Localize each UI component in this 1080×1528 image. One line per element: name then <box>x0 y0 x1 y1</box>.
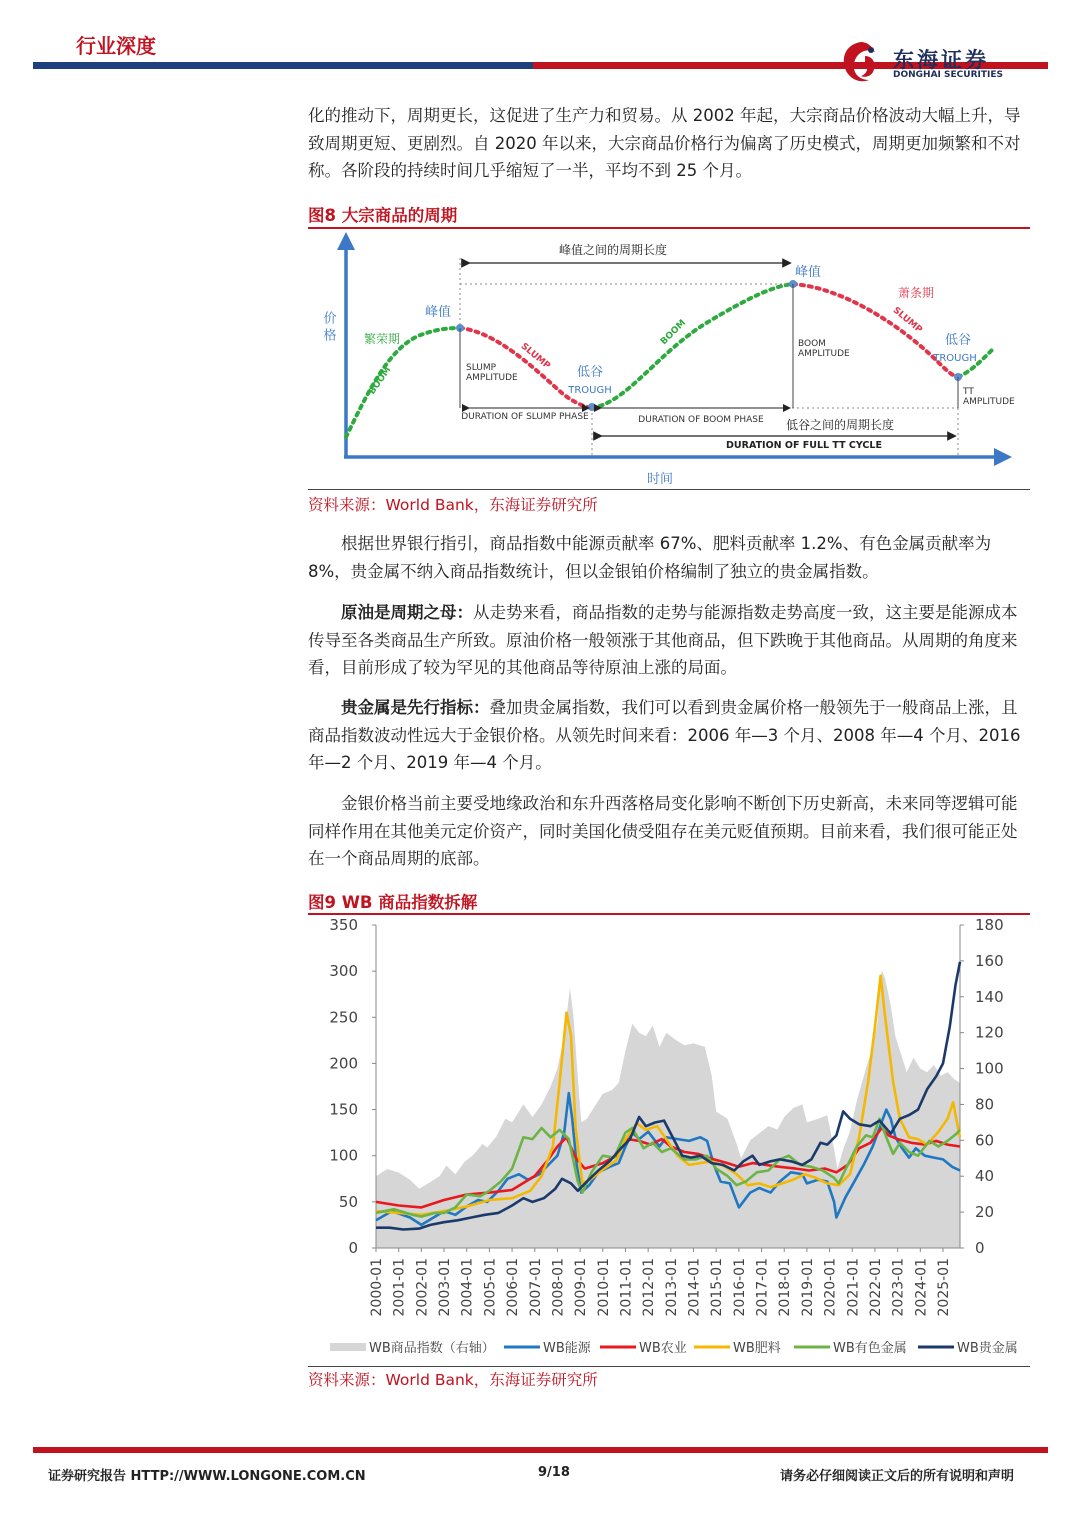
boom-amp-label-1: BOOM <box>798 339 826 349</box>
x-tick-label: 2011-01 <box>618 1258 635 1317</box>
legend-label: WB农业 <box>639 1341 687 1356</box>
paragraph-intro: 化的推动下，周期更长，这促进了生产力和贸易。从 2002 年起，大宗商品价格波动大幅上升，导致周期更短、更剧烈。自 2020 年以来，大宗商品价格行为偏离了历史模式，周期更加频繁和不对称。各阶段的持续时间几乎缩短了一半，平均不到 25 个月。 <box>308 106 1021 180</box>
x-tick-label: 2017-01 <box>754 1258 771 1317</box>
right-tick-label: 140 <box>975 987 1004 1006</box>
left-tick-label: 350 <box>329 916 358 934</box>
right-tick-label: 0 <box>975 1239 985 1257</box>
x-tick-label: 2020-01 <box>822 1258 839 1317</box>
legend-label: WB能源 <box>543 1341 591 1356</box>
legend-label: WB贵金属 <box>957 1341 1018 1356</box>
boom-curve-2 <box>592 284 793 408</box>
x-tick-label: 2013-01 <box>663 1258 680 1317</box>
x-tick-label: 2021-01 <box>845 1258 862 1317</box>
figure9-bottom-rule <box>308 1366 1030 1367</box>
crude-oil-text: 从走势来看，商品指数的走势与能源指数走势高度一致，这主要是能源成本传导至各类商品生产所致。原油价格一般领涨于其他商品，但下跌晚于其他商品。从周期的角度来看，目前形成了较为罕见的其他商品等待原油上涨的局面。 <box>308 603 1018 677</box>
right-tick-label: 60 <box>975 1131 995 1150</box>
x-tick-label: 2012-01 <box>641 1258 658 1317</box>
figure8-top-rule <box>308 227 1030 229</box>
left-tick-label: 250 <box>329 1008 358 1027</box>
right-tick-label: 120 <box>975 1023 1004 1042</box>
left-tick-label: 50 <box>338 1192 358 1211</box>
commodity-cycle-diagram <box>308 232 1030 490</box>
x-tick-label: 2010-01 <box>595 1258 612 1317</box>
precious-metals-text: 叠加贵金属指数，我们可以看到贵金属价格一般领先于一般商品上涨，且商品指数波动性远大于金银价格。从领先时间来看：2006 年—3 个月、2008 年—4 个月、2016 年—2 个月、2019 年—4 个月。 <box>308 698 1021 772</box>
header-bar-blue <box>33 62 533 69</box>
slump-cn-label: 萧条期 <box>897 286 935 300</box>
boom-en-label-2: BOOM <box>659 318 689 348</box>
slump-en-label-1: SLUMP <box>518 341 552 372</box>
x-tick-label: 2008-01 <box>550 1258 567 1317</box>
wb-commodity-chart <box>308 915 1030 1363</box>
left-tick-label: 150 <box>329 1100 358 1119</box>
x-tick-label: 2014-01 <box>686 1258 703 1317</box>
slump-en-label-2: SLUMP <box>890 305 924 336</box>
peak-to-peak-label: 峰值之间的周期长度 <box>558 243 668 257</box>
x-tick-label: 2001-01 <box>391 1258 408 1317</box>
x-tick-label: 2006-01 <box>505 1258 522 1317</box>
tt-duration-label: DURATION OF FULL TT CYCLE <box>726 440 882 451</box>
legend-label: WB肥料 <box>733 1341 781 1356</box>
peak-label-1: 峰值 <box>424 305 452 320</box>
boom-amp-label-2: AMPLITUDE <box>798 349 850 359</box>
footer-left: 证券研究报告 HTTP://WWW.LONGONE.COM.CN <box>48 1469 366 1484</box>
slump-duration-label: DURATION OF SLUMP PHASE <box>461 412 589 422</box>
right-tick-label: 100 <box>975 1059 1004 1078</box>
x-tick-label: 2019-01 <box>799 1258 816 1317</box>
tt-amp-label-1: TT <box>963 387 974 397</box>
footer-bar <box>33 1447 1048 1453</box>
left-tick-label: 300 <box>329 962 358 981</box>
logo-en-text: DONGHAI SECURITIES <box>893 70 1003 80</box>
figure9-title: 图9 WB 商品指数拆解 <box>308 893 478 912</box>
x-tick-label: 2025-01 <box>935 1258 952 1317</box>
x-tick-label: 2005-01 <box>482 1258 499 1317</box>
page-number: 9/18 <box>538 1465 570 1480</box>
figure8-bottom-rule <box>308 489 1030 490</box>
boom-duration-label: DURATION OF BOOM PHASE <box>638 415 764 425</box>
x-tick-label: 2023-01 <box>890 1258 907 1317</box>
figure9-source: 资料来源：World Bank，东海证券研究所 <box>308 1371 598 1389</box>
section-title: 行业深度 <box>76 34 156 58</box>
right-tick-label: 80 <box>975 1095 995 1114</box>
peak-label-2: 峰值 <box>794 265 822 280</box>
legend-label: WB商品指数（右轴） <box>369 1341 495 1356</box>
left-tick-label: 100 <box>329 1146 358 1165</box>
right-tick-label: 20 <box>975 1203 995 1222</box>
x-axis-label: 时间 <box>646 472 674 487</box>
x-axis-arrow-icon <box>994 448 1012 466</box>
paragraph-gold-silver: 金银价格当前主要受地缘政治和东升西落格局变化影响不断创下历史新高，未来同等逻辑可能同样作用在其他美元定价资产，同时美国化债受阻存在美元贬值预期。目前来看，我们很可能正处在一个商品周期的底部。 <box>308 794 1018 868</box>
left-tick-label: 0 <box>348 1239 358 1257</box>
paragraph-weights: 根据世界银行指引，商品指数中能源贡献率 67%、肥料贡献率 1.2%、有色金属贡献率为 8%，贵金属不纳入商品指数统计，但以金银铂价格编制了独立的贵金属指数。 <box>308 534 992 581</box>
right-tick-label: 160 <box>975 951 1004 970</box>
trough-en-label-1: TROUGH <box>568 385 612 396</box>
x-tick-label: 2024-01 <box>913 1258 930 1317</box>
paragraph-precious-metals <box>308 694 1030 777</box>
right-tick-label: 180 <box>975 916 1004 934</box>
x-tick-label: 2016-01 <box>731 1258 748 1317</box>
footer-disclaimer: 请务必仔细阅读正文后的所有说明和声明 <box>780 1469 1015 1484</box>
trough-label-2: 低谷 <box>944 333 972 348</box>
x-tick-label: 2015-01 <box>709 1258 726 1317</box>
x-tick-label: 2022-01 <box>867 1258 884 1317</box>
precious-metals-heading: 贵金属是先行指标： <box>341 698 490 717</box>
x-tick-label: 2009-01 <box>573 1258 590 1317</box>
slump-amp-label-2: AMPLITUDE <box>466 373 518 383</box>
x-tick-label: 2002-01 <box>414 1258 431 1317</box>
company-logo <box>835 38 1025 88</box>
paragraph-crude-oil <box>308 599 1030 682</box>
dragon-logo-icon <box>835 38 887 88</box>
crude-oil-heading: 原油是周期之母： <box>341 603 473 622</box>
x-tick-label: 2018-01 <box>777 1258 794 1317</box>
trough-to-trough-label: 低谷之间的周期长度 <box>785 418 895 432</box>
legend-label: WB有色金属 <box>833 1341 907 1356</box>
x-tick-label: 2004-01 <box>459 1258 476 1317</box>
left-tick-label: 200 <box>329 1054 358 1073</box>
trough-label-1: 低谷 <box>576 365 604 380</box>
trough-en-label-2: TROUGH <box>933 353 977 364</box>
boom-en-label-1: BOOM <box>367 365 394 397</box>
right-tick-label: 40 <box>975 1167 995 1186</box>
logo-cn-text: 东海证券 <box>893 48 989 72</box>
figure8-source: 资料来源：World Bank，东海证券研究所 <box>308 496 598 514</box>
x-tick-label: 2003-01 <box>437 1258 454 1317</box>
y-axis-label: 价格 <box>320 311 336 345</box>
tt-amp-label-2: AMPLITUDE <box>963 397 1015 407</box>
x-tick-label: 2007-01 <box>527 1258 544 1317</box>
y-axis-arrow-icon <box>337 232 355 250</box>
boom-cn-label: 繁荣期 <box>363 332 401 346</box>
slump-amp-label-1: SLUMP <box>466 363 497 373</box>
x-tick-label: 2000-01 <box>369 1258 385 1317</box>
figure8-title: 图8 大宗商品的周期 <box>308 206 458 225</box>
